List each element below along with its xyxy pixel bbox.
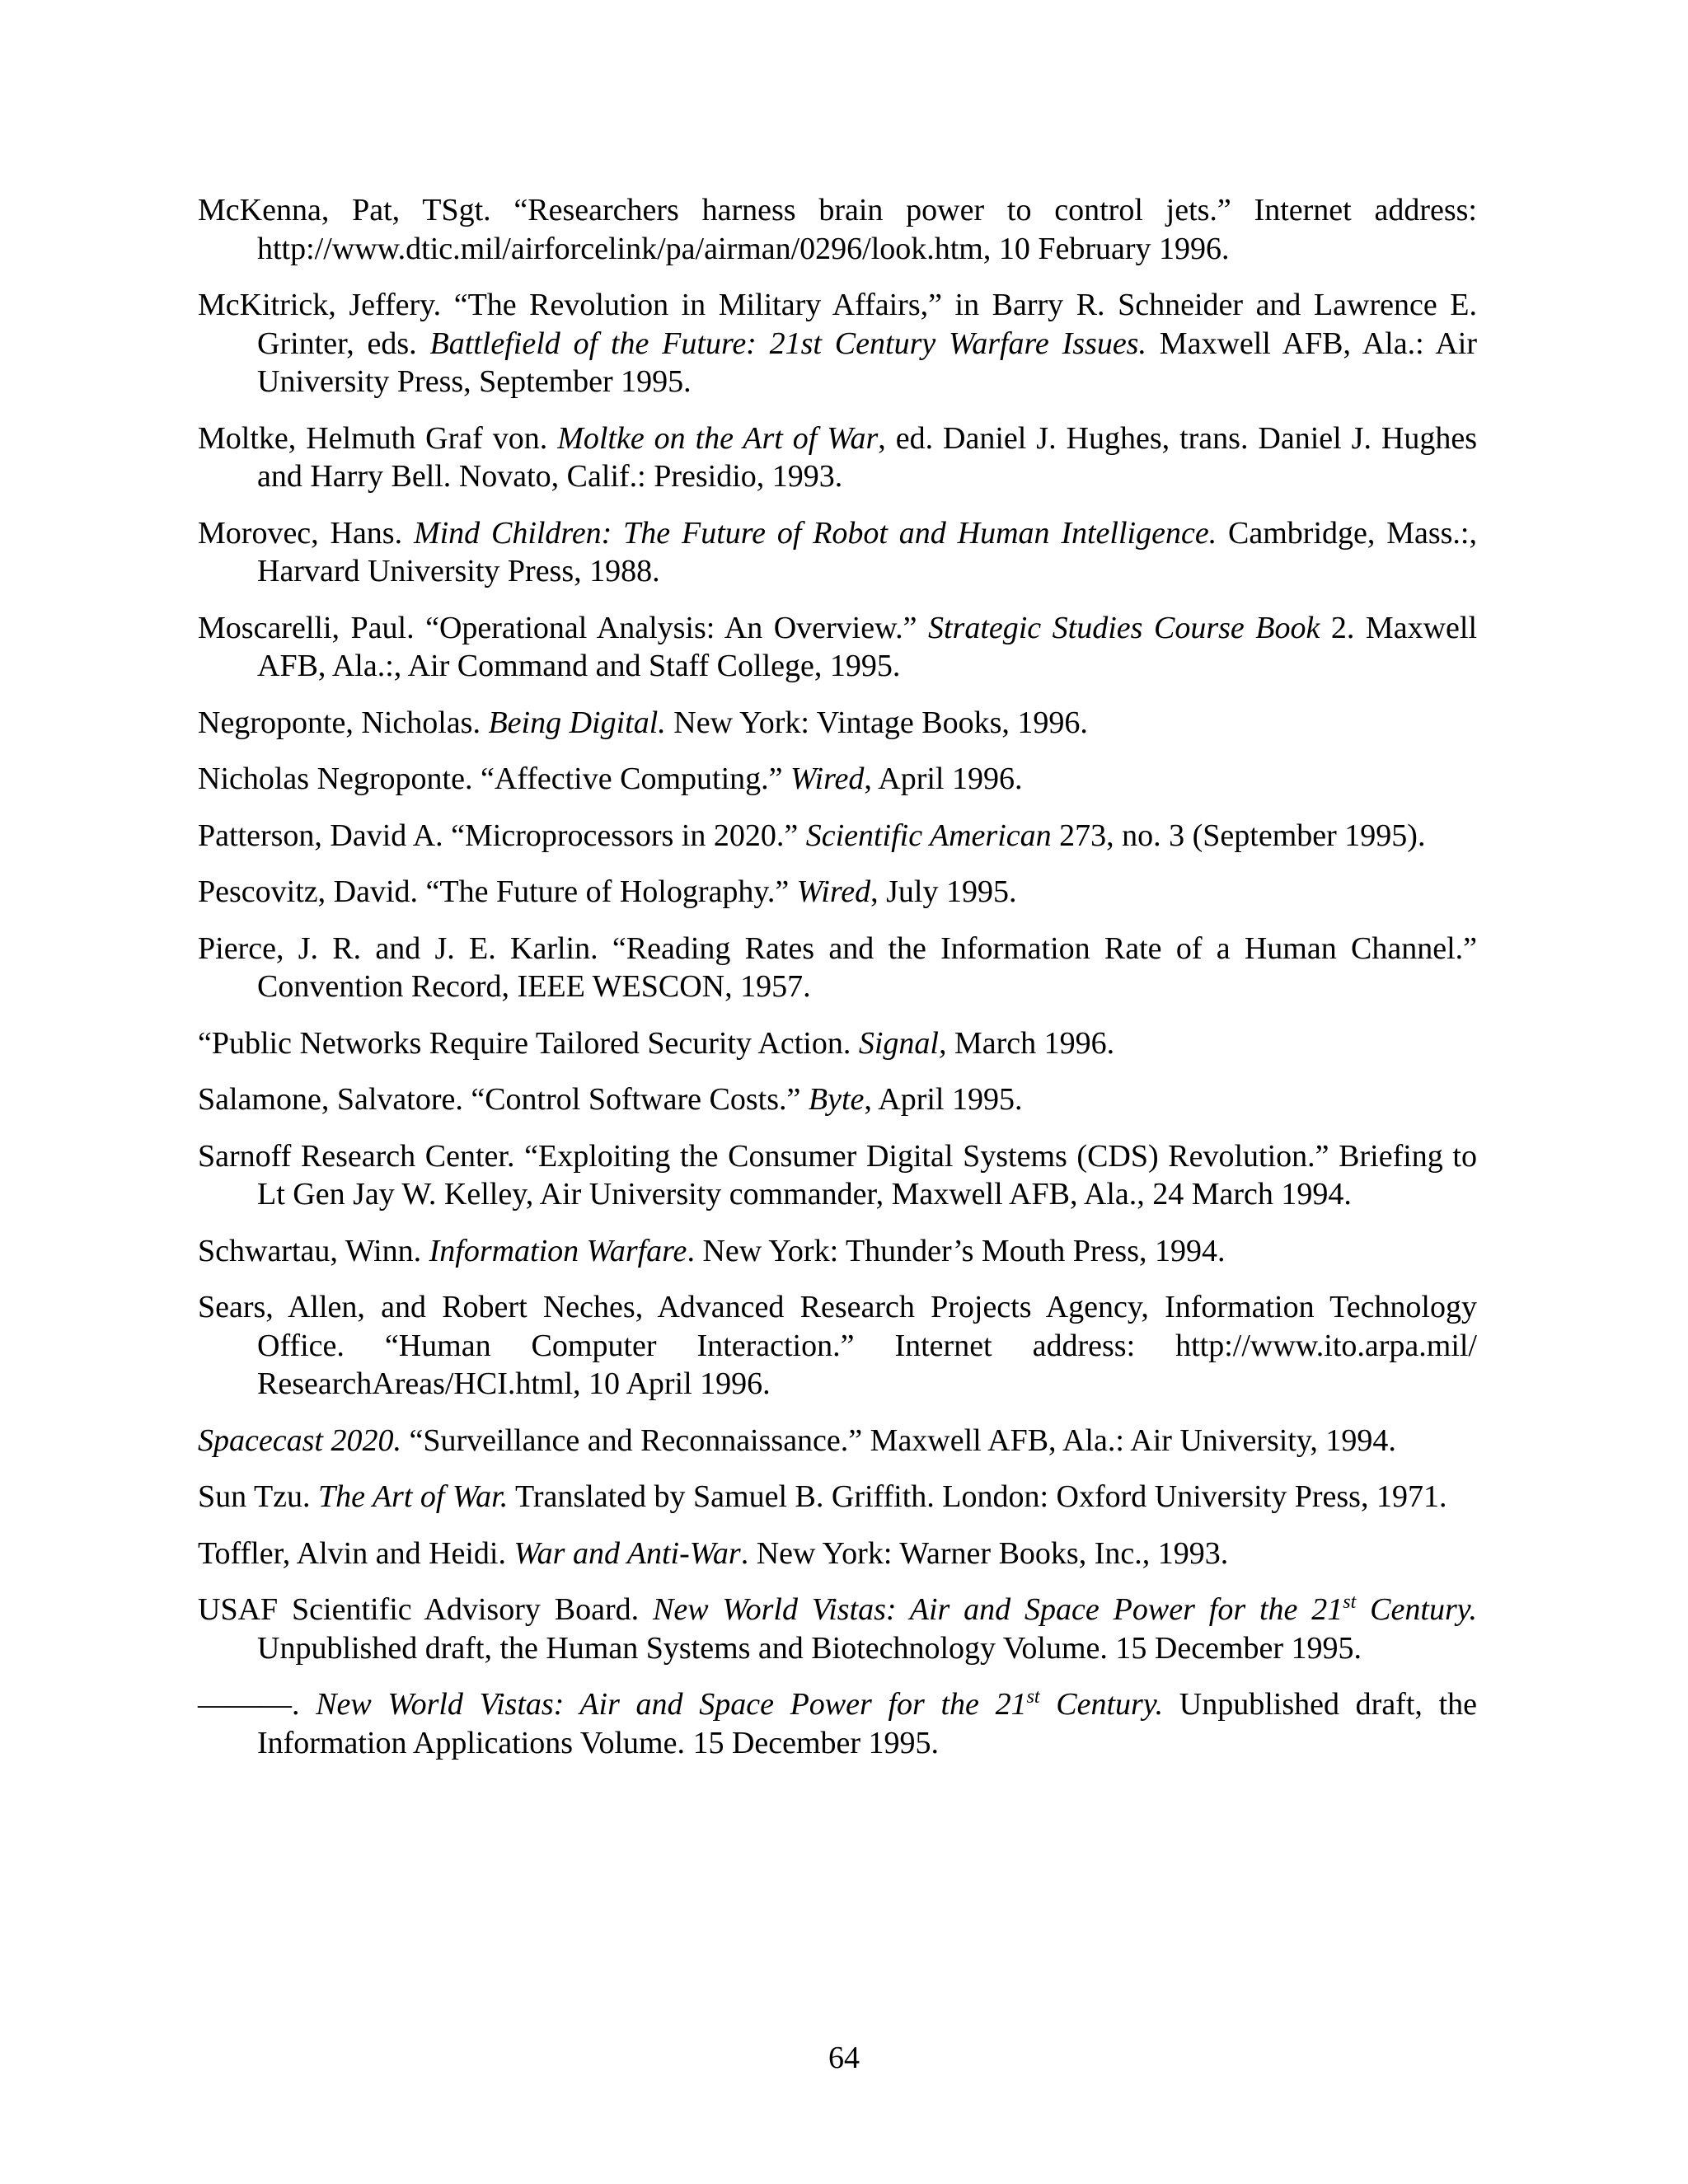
entry-text: . New York: Warner Books, Inc., 1993. xyxy=(740,1535,1229,1571)
entry-text: New York: Vintage Books, 1996. xyxy=(665,705,1088,740)
italic-title-text: Byte xyxy=(808,1082,865,1117)
bibliography-entry xyxy=(198,1137,1477,1214)
entry-text: Nicholas Negroponte. “Affective Computing.” xyxy=(198,762,790,796)
entry-text: Maxwell AFB, Ala.: Air University Press, September 1995. xyxy=(257,326,1477,399)
entry-text: Negroponte, Nicholas. xyxy=(198,705,489,740)
italic-title-text: Signal, xyxy=(858,1025,947,1061)
bibliography-entry xyxy=(198,1080,1477,1119)
bibliography-list xyxy=(198,191,1477,1780)
entry-text: Translated by Samuel B. Griffith. London: Oxford University Press, 1971. xyxy=(508,1479,1447,1514)
entry-text: Pierce, J. R. and J. E. Karlin. “Reading Rates and the Information Rate of a Human Channel.” Convention Record, IEEE WESCON, 1957. xyxy=(198,930,1477,1004)
entry-text: Sun Tzu. xyxy=(198,1479,319,1514)
entry-text: , April 1995. xyxy=(864,1082,1023,1117)
superscript-text: st xyxy=(1343,1591,1357,1613)
entry-text: McKitrick, Jeffery. “The Revolution in Military Affairs,” in Barry R. Schneider and Lawrence E. Grinter, eds. xyxy=(198,288,1477,361)
entry-text: Sears, Allen, and Robert Neches, Advanced Research Projects Agency, Information Technology Office. “Human Computer Interaction.” Internet address: http://www.ito.arpa.mil/ ResearchAreas/HCI.html, 10 April 1996. xyxy=(198,1290,1477,1401)
entry-text: Unpublished draft, the Human Systems and Biotechnology Volume. 15 December 1995. xyxy=(257,1630,1362,1666)
entry-text: Moltke, Helmuth Graf von. xyxy=(198,420,558,456)
entry-text: Moscarelli, Paul. “Operational Analysis: An Overview.” xyxy=(198,610,928,645)
entry-text: “Public Networks Require Tailored Security Action. xyxy=(198,1025,859,1061)
entry-text: Pescovitz, David. “The Future of Holography.” xyxy=(198,874,797,909)
italic-title-text: Wired xyxy=(796,874,871,909)
italic-title-text: New World Vistas: Air and Space Power for the 21 xyxy=(653,1592,1343,1627)
italic-title-text: Strategic Studies Course Book xyxy=(927,610,1320,645)
entry-text: Patterson, David A. “Microprocessors in 2020.” xyxy=(198,818,806,853)
entry-text: 2. Maxwell AFB, Ala.:, Air Command and Staff College, 1995. xyxy=(257,610,1477,683)
entry-text: USAF Scientific Advisory Board. xyxy=(198,1592,653,1627)
bibliography-entry xyxy=(198,1288,1477,1404)
italic-title-text: Mind Children: The Future of Robot and Human Intelligence. xyxy=(413,515,1217,551)
entry-text: March 1996. xyxy=(946,1025,1115,1061)
bibliography-entry xyxy=(198,817,1477,855)
bibliography-entry xyxy=(198,1422,1477,1460)
italic-title-text: Wired xyxy=(790,762,865,796)
superscript-text: st xyxy=(1026,1686,1040,1708)
italic-title-text: Moltke on the Art of War xyxy=(557,420,879,456)
italic-title-text: Century. xyxy=(1039,1687,1164,1722)
bibliography-entry xyxy=(198,1591,1477,1667)
bibliography-entry xyxy=(198,1232,1477,1271)
italic-title-text: Spacecast 2020. xyxy=(198,1422,401,1458)
bibliography-entry xyxy=(198,419,1477,496)
bibliography-entry xyxy=(198,873,1477,912)
bibliography-entry xyxy=(198,1478,1477,1516)
entry-text: . New York: Thunder’s Mouth Press, 1994. xyxy=(687,1233,1226,1268)
entry-text: McKenna, Pat, TSgt. “Researchers harness brain power to control jets.” Internet address: http://www.dtic.mil/airforcelink/pa/airman/0296/look.htm, 10 February 1996. xyxy=(198,193,1477,266)
italic-title-text: War and Anti-War xyxy=(513,1535,741,1571)
italic-title-text: New World Vistas: Air and Space Power for the 21 xyxy=(316,1687,1027,1722)
italic-title-text: Being Digital. xyxy=(488,705,666,740)
entry-text: Schwartau, Winn. xyxy=(198,1233,429,1268)
entry-text: Sarnoff Research Center. “Exploiting the Consumer Digital Systems (CDS) Revolution.” Briefing to Lt Gen Jay W. Kelley, Air University commander, Maxwell AFB, Ala., 24 March 1994. xyxy=(198,1138,1477,1212)
bibliography-entry xyxy=(198,930,1477,1006)
page-number: 64 xyxy=(828,2041,860,2075)
entry-text: “Surveillance and Reconnaissance.” Maxwell AFB, Ala.: Air University, 1994. xyxy=(401,1422,1396,1458)
italic-title-text: Scientific American xyxy=(805,818,1052,853)
entry-text: Cambridge, Mass.:, Harvard University Press, 1988. xyxy=(257,515,1477,588)
bibliography-entry xyxy=(198,1024,1477,1063)
italic-title-text: Century. xyxy=(1356,1592,1478,1627)
bibliography-entry xyxy=(198,704,1477,743)
bibliography-entry xyxy=(198,760,1477,799)
entry-text: Salamone, Salvatore. “Control Software Costs.” xyxy=(198,1082,809,1117)
entry-text: Unpublished draft, the Information Applications Volume. 15 December 1995. xyxy=(257,1687,1477,1760)
bibliography-entry xyxy=(198,286,1477,401)
bibliography-entry xyxy=(198,514,1477,591)
italic-title-text: Information Warfare xyxy=(429,1233,687,1268)
bibliography-entry xyxy=(198,609,1477,686)
entry-text: , ed. Daniel J. Hughes, trans. Daniel J. Hughes and Harry Bell. Novato, Calif.: Presidio, 1993. xyxy=(257,420,1477,494)
italic-title-text: Battlefield of the Future: 21st Century Warfare Issues. xyxy=(429,326,1146,361)
entry-text: Morovec, Hans. xyxy=(198,515,414,551)
bibliography-entry xyxy=(198,1685,1477,1762)
bibliography-entry xyxy=(198,191,1477,268)
entry-text: ———. xyxy=(198,1687,316,1722)
entry-text: , July 1995. xyxy=(870,874,1017,909)
entry-text: 273, no. 3 (September 1995). xyxy=(1051,818,1426,853)
bibliography-entry xyxy=(198,1535,1477,1573)
entry-text: Toffler, Alvin and Heidi. xyxy=(198,1535,514,1571)
entry-text: , April 1996. xyxy=(864,762,1023,796)
italic-title-text: The Art of War. xyxy=(318,1479,509,1514)
